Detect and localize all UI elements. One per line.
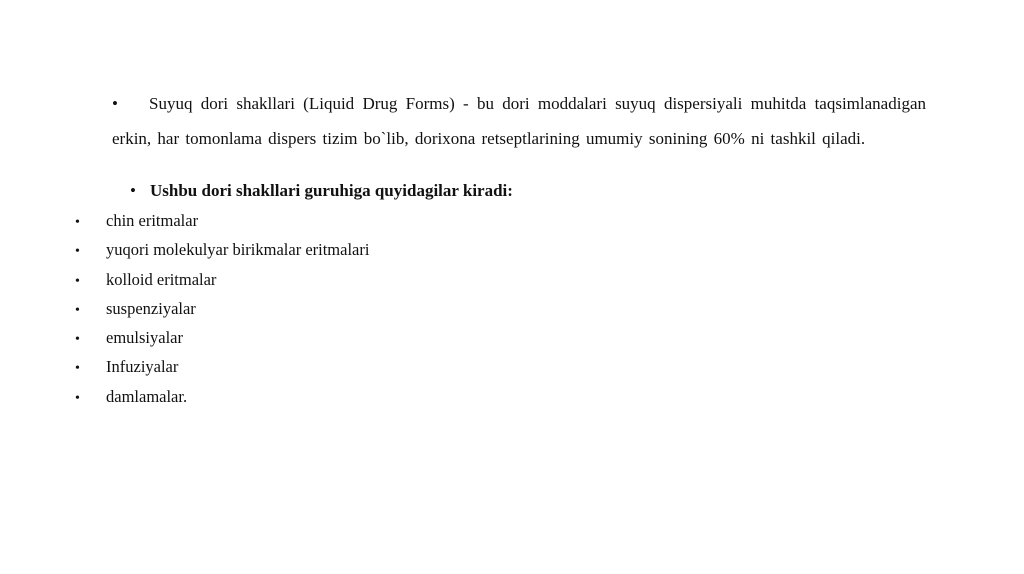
heading-bullet: • — [130, 181, 136, 200]
list-item-text: emulsiyalar — [106, 328, 183, 348]
bullet-icon: • — [75, 244, 80, 260]
heading-text: Ushbu dori shakllari guruhiga quyidagilar kiradi: — [150, 181, 513, 200]
list-item — [75, 265, 369, 294]
list-item-text: Infuziyalar — [106, 357, 179, 377]
intro-paragraph — [112, 86, 926, 156]
bullet-icon: • — [75, 332, 80, 348]
list-heading — [130, 179, 513, 203]
list-item-text: damlamalar. — [106, 386, 188, 406]
bullet-icon: • — [75, 390, 80, 406]
intro-bullet: • — [112, 94, 118, 113]
bullet-icon: • — [75, 273, 80, 289]
drug-forms-list — [75, 206, 369, 411]
list-item — [75, 323, 369, 352]
intro-text: Suyuq dori shakllari (Liquid Drug Forms) - bu dori moddalari suyuq dispersiyali muhitda taqsimlanadigan erkin, har tomonlama dispers tizim bo`lib, dorixona retseptlarining umumiy sonining 60% ni tashkil qiladi. — [112, 94, 926, 148]
list-item-text: yuqori molekulyar birikmalar eritmalari — [106, 240, 370, 260]
bullet-icon: • — [75, 361, 80, 377]
list-item-text: chin eritmalar — [106, 211, 199, 230]
bullet-icon: • — [75, 215, 80, 230]
list-item — [75, 235, 369, 264]
list-item — [75, 294, 369, 323]
list-item — [75, 206, 369, 235]
list-item-text: suspenziyalar — [106, 298, 196, 318]
list-item — [75, 352, 369, 381]
list-item — [75, 382, 369, 411]
bullet-icon: • — [75, 302, 80, 318]
list-item-text: kolloid eritmalar — [106, 269, 217, 289]
